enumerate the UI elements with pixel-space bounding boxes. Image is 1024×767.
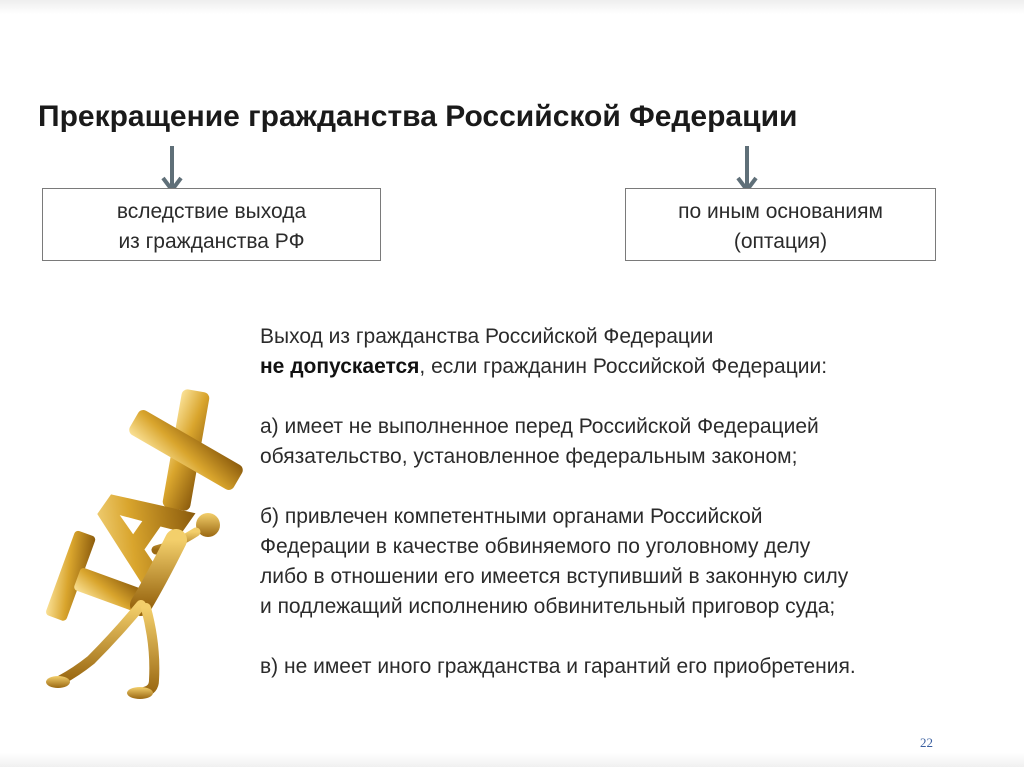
- page-number: 22: [920, 735, 933, 750]
- item-b-line: и подлежащий исполнению обвинительный приговор суда;: [260, 595, 836, 618]
- item-b-line: Федерации в качестве обвиняемого по уголовному делу: [260, 535, 811, 558]
- box-text: по иным основаниям: [678, 200, 883, 223]
- tax-figure-icon: [36, 380, 256, 710]
- box-text: из гражданства РФ: [118, 230, 305, 253]
- item-b-line: либо в отношении его имеется вступивший в законную силу: [260, 565, 849, 588]
- item-a-line: а) имеет не выполненное перед Российской Федерацией: [260, 415, 819, 438]
- item-a-line: обязательство, установленное федеральным законом;: [260, 445, 798, 468]
- body-line: Выход из гражданства Российской Федерации: [260, 325, 714, 348]
- box-text: вследствие выхода: [116, 200, 307, 223]
- box-text: (оптация): [733, 230, 828, 253]
- item-c-line: в) не имеет иного гражданства и гарантий его приобретения.: [260, 655, 856, 678]
- body-line: [260, 352, 1000, 382]
- body-text-span: , если гражданин Российской Федерации:: [419, 355, 828, 378]
- item-b-line: б) привлечен компетентными органами Российской: [260, 505, 763, 528]
- slide-title: Прекращение гражданства Российской Федерации: [38, 100, 798, 133]
- body-text: [260, 322, 1000, 682]
- box-voluntary-exit: [42, 188, 381, 261]
- box-other-grounds: [625, 188, 936, 261]
- emphasis-text: не допускается: [260, 355, 420, 378]
